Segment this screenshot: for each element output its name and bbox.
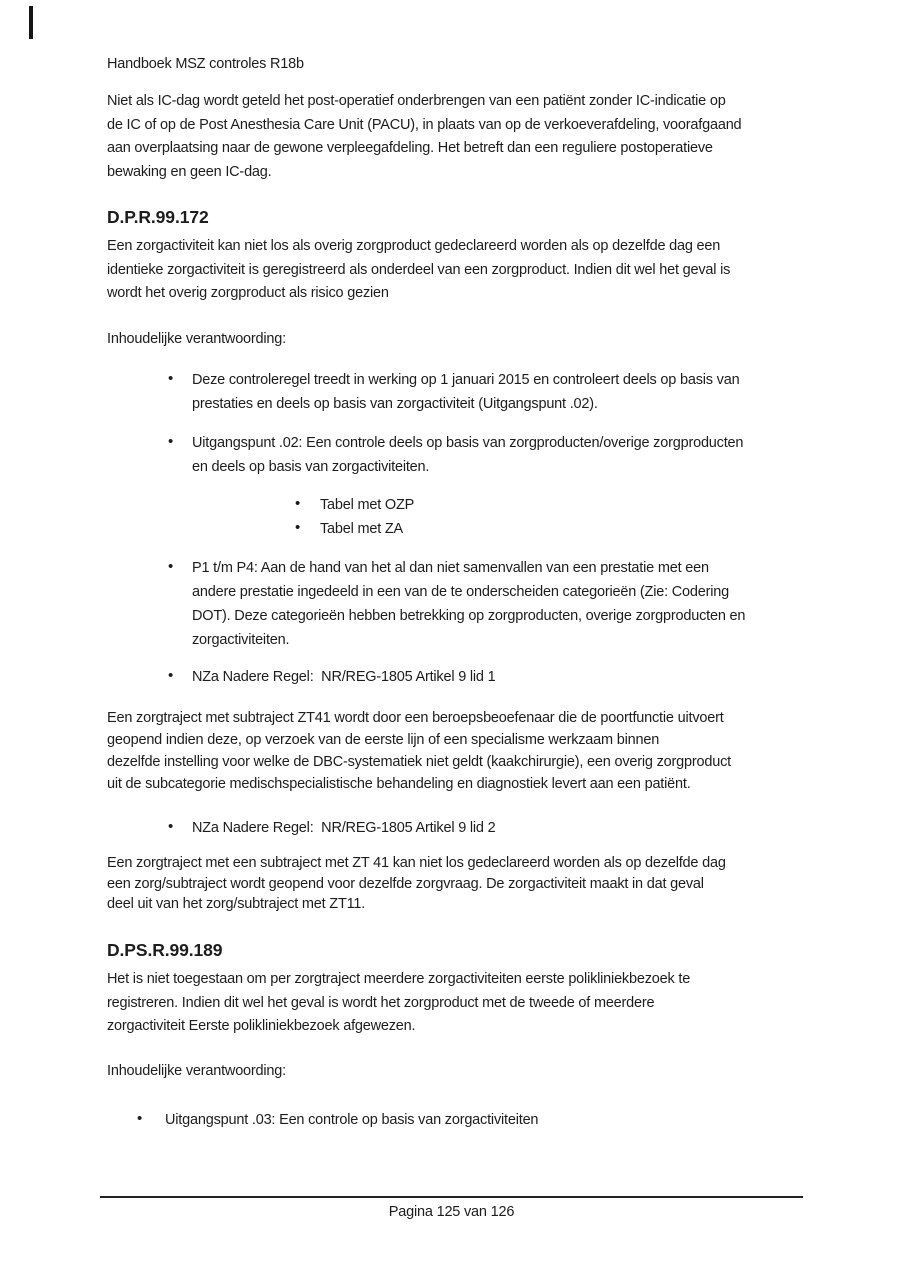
section2-verantwoording-label: Inhoudelijke verantwoording: <box>107 1063 286 1079</box>
text-line: de IC of op de Post Anesthesia Care Unit (PACU), in plaats van op de verkoeverafdeling, voorafgaand <box>107 116 742 133</box>
bullet-icon: • <box>168 818 174 835</box>
text-line: zorgactiviteit Eerste polikliniekbezoek afgewezen. <box>107 1018 416 1034</box>
text-line: aan overplaatsing naar de gewone verpleegafdeling. Het betreft dan een reguliere postoperatieve <box>107 140 713 156</box>
section-heading-dpsr99189: D.PS.R.99.189 <box>107 940 223 960</box>
bullet-icon: • <box>295 495 301 512</box>
bullet-item-uitgangspunt-03 <box>107 1108 797 1132</box>
text-line: bewaking en geen IC-dag. <box>107 163 272 180</box>
section1-verantwoording-label: Inhoudelijke verantwoording: <box>107 331 286 347</box>
text-line: Een zorgtraject met subtraject ZT41 wordt door een beroepsbeoefenaar die de poortfunctie uitvoert <box>107 710 724 726</box>
bullet-icon: • <box>168 370 174 387</box>
text-line: dezelfde instelling voor welke de DBC-systematiek niet geldt (kaakchirurgie), een overig zorgproduct <box>107 754 731 770</box>
text-line: Niet als IC-dag wordt geteld het post-operatief onderbrengen van een patiënt zonder IC-indicatie op <box>107 93 726 109</box>
page-number: Pagina 125 van 126 <box>388 1204 515 1220</box>
bullet-item-nza-lid2 <box>107 816 797 840</box>
section2-paragraph <box>107 968 797 1039</box>
bullet-text <box>192 368 797 416</box>
bullet-icon: • <box>295 519 301 536</box>
bullet-text: Tabel met ZA <box>320 521 404 537</box>
text-line: Uitgangspunt .02: Een controle deels op basis van zorgproducten/overige zorgproducten <box>192 435 744 451</box>
text-line: Het is niet toegestaan om per zorgtraject meerdere zorgactiviteiten eerste polikliniekbezoek te <box>107 971 691 987</box>
text-line: prestaties en deels op basis van zorgactiviteit (Uitgangspunt .02). <box>192 396 598 412</box>
bullet-text: Tabel met OZP <box>320 497 415 513</box>
text-line: andere prestatie ingedeeld in een van de te onderscheiden categorieën (Zie: Codering <box>192 584 729 600</box>
sub-bullet-item-tabel-za <box>107 517 797 541</box>
bullet-icon: • <box>168 558 174 575</box>
page-footer <box>100 1196 803 1223</box>
bullet-text: Uitgangspunt .03: Een controle op basis van zorgactiviteiten <box>165 1112 539 1128</box>
bullet-item-uitgangspunt-02 <box>107 431 797 479</box>
text-line: identieke zorgactiviteit is geregistreerd als onderdeel van een zorgproduct. Indien dit wel het geval is <box>107 261 731 278</box>
text-line: P1 t/m P4: Aan de hand van het al dan niet samenvallen van een prestatie met een <box>192 560 709 576</box>
sub-bullet-item-tabel-ozp <box>107 493 797 517</box>
bullet-item-p1-p4 <box>107 556 797 652</box>
text-line: Een zorgtraject met een subtraject met ZT 41 kan niet los gedeclareerd worden als op dezelfde dag <box>107 855 726 871</box>
text-line: wordt het overig zorgproduct als risico gezien <box>107 285 389 301</box>
bullet-icon: • <box>137 1110 143 1127</box>
section-heading-dpr99172: D.P.R.99.172 <box>107 207 209 227</box>
text-line: en deels op basis van zorgactiviteiten. <box>192 459 430 475</box>
text-line: uit de subcategorie medischspecialistische behandeling en diagnostiek levert aan een patiënt. <box>107 776 691 792</box>
bullet-item-nza-lid1 <box>107 665 797 689</box>
bullet-text <box>192 431 797 479</box>
text-line: zorgactiviteiten. <box>192 632 290 648</box>
bullet-text: NZa Nadere Regel: NR/REG-1805 Artikel 9 lid 2 <box>192 820 496 836</box>
bullet-text <box>192 556 797 652</box>
scan-artifact-mark <box>29 6 33 39</box>
bullet-item-controleregel <box>107 368 797 416</box>
text-line: Deze controleregel treedt in werking op 1 januari 2015 en controleert deels op basis van <box>192 372 740 388</box>
text-line: Een zorgactiviteit kan niet los als overig zorgproduct gedeclareerd worden als op dezelfde dag een <box>107 238 721 254</box>
text-line: DOT). Deze categorieën hebben betrekking op zorgproducten, overige zorgproducten en <box>192 608 746 624</box>
bullet-icon: • <box>168 667 174 684</box>
zt41-paragraph <box>107 707 797 795</box>
bullet-text: NZa Nadere Regel: NR/REG-1805 Artikel 9 lid 1 <box>192 669 496 685</box>
zt41-close-paragraph <box>107 853 797 915</box>
running-header: Handboek MSZ controles R18b <box>107 56 304 72</box>
text-line: deel uit van het zorg/subtraject met ZT11. <box>107 896 366 912</box>
section1-paragraph <box>107 235 797 306</box>
bullet-icon: • <box>168 433 174 450</box>
text-line: een zorg/subtraject wordt geopend voor dezelfde zorgvraag. De zorgactiviteit maakt in dat geval <box>107 875 704 892</box>
text-line: registreren. Indien dit wel het geval is wordt het zorgproduct met de tweede of meerdere <box>107 994 655 1011</box>
text-line: geopend indien deze, op verzoek van de eerste lijn of een specialisme werkzaam binnen <box>107 732 660 748</box>
intro-paragraph <box>107 90 797 184</box>
